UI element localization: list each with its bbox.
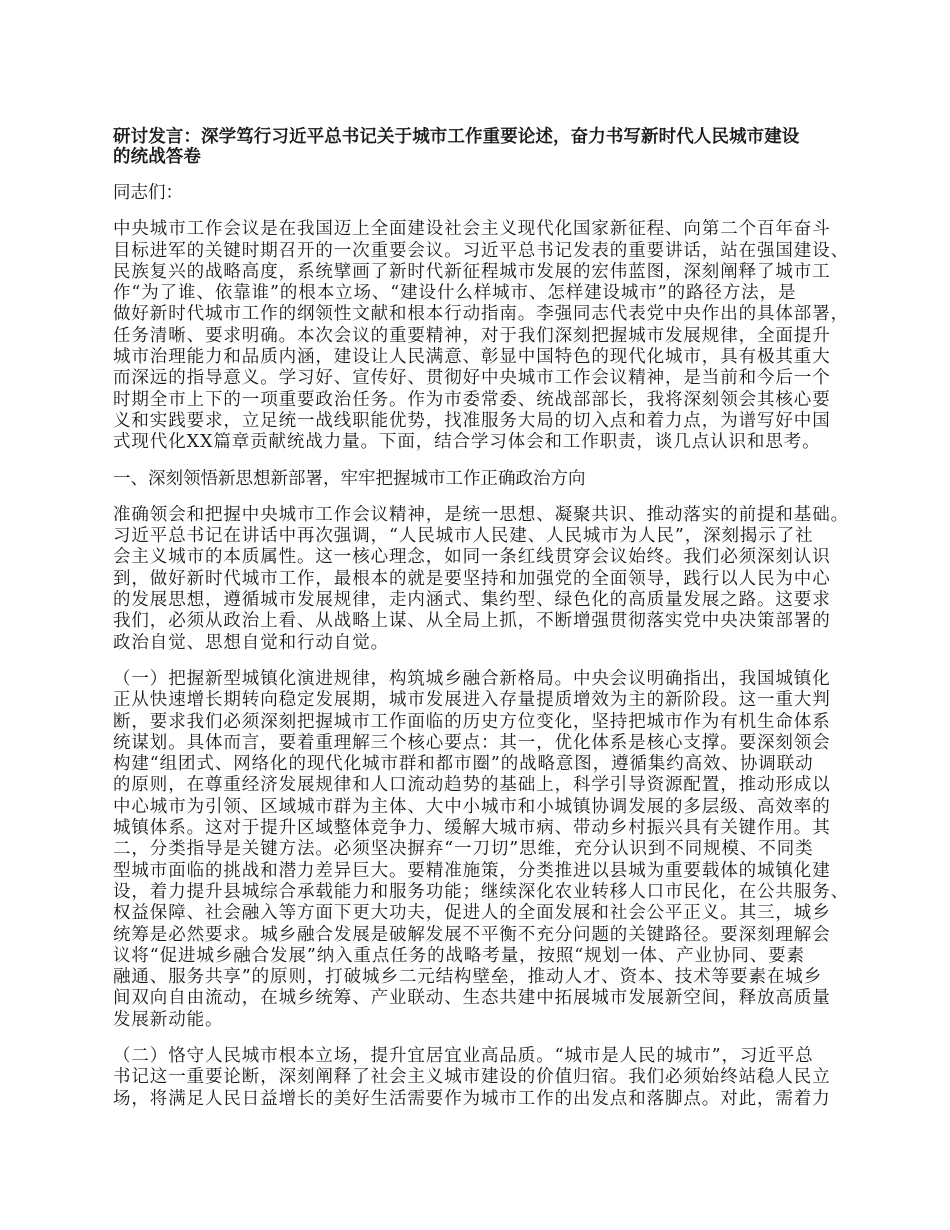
intro-paragraph [113,219,849,453]
text-line: 统谋划。具体而言，要着重理解三个核心要点：其一，优化体系是核心支撑。要深刻领会 [113,732,831,753]
text-line: 二，分类指导是关键方法。必须坚决摒弃“一刀切”思维，充分认识到不同规模、不同类 [113,839,814,860]
section-heading: 一、深刻领悟新思想新部署，牢牢把握城市工作正确政治方向 [113,468,586,489]
text-line: 断，要求我们必须深刻把握城市工作面临的历史方位变化，坚持把城市作为有机生命体系 [113,711,831,732]
document-page [113,127,849,1125]
text-line: 民族复兴的战略高度，系统擘画了新时代新征程城市发展的宏伟蓝图，深刻阐释了城市工 [113,261,831,282]
text-line: 任务清晰、要求明确。本次会议的重要精神，对于我们深刻把握城市发展规律，全面提升 [113,325,831,346]
text-line: （二）恪守人民城市根本立场，提升宜居宜业高品质。“城市是人民的城市”，习近平总 [113,1045,814,1066]
text-line: 场，将满足人民日益增长的美好生活需要作为城市工作的出发点和落脚点。对此，需着力 [113,1088,831,1109]
text-line: 中心城市为引领、区域城市群为主体、大中小城市和小城镇协调发展的多层级、高效率的 [113,796,831,817]
text-line: 型城市面临的挑战和潜力差异巨大。要精准施策，分类推进以县城为重要载体的城镇化建 [113,860,831,881]
text-line: 权益保障、社会融入等方面下更大功夫，促进人的全面发展和社会公平正义。其三，城乡 [113,903,831,924]
text-line: 融通、服务共享”的原则，打破城乡二元结构壁垒，推动人才、资本、技术等要素在城乡 [113,967,823,988]
text-line: 式现代化XX篇章贡献统战力量。下面，结合学习体会和工作职责，谈几点认识和思考。 [113,432,821,453]
text-line: 准确领会和把握中央城市工作会议精神，是统一思想、凝聚共识、推动落实的前提和基础。 [113,504,849,525]
text-line: 发展新动能。 [113,1009,224,1030]
text-line: 的原则，在尊重经济发展规律和人口流动趋势的基础上，科学引导资源配置，推动形成以 [113,775,831,796]
text-line: 设，着力提升县城综合承载能力和服务功能；继续深化农业转移人口市民化，在公共服务、 [113,881,849,902]
salutation: 同志们： [113,183,183,203]
text-line: 书记这一重要论断，深刻阐释了社会主义城市建设的价值归宿。我们必须始终站稳人民立 [113,1067,831,1088]
text-line: 中央城市工作会议是在我国迈上全面建设社会主义现代化国家新征程、向第二个百年奋斗 [113,219,831,240]
text-line: 构建“组团式、网络化的现代化城市群和都市圈”的战略意图，遵循集约高效、协调联动 [113,754,814,775]
text-line: 城市治理能力和品质内涵，建设让人民满意、彰显中国特色的现代化城市，具有极其重大 [113,347,831,368]
text-line: 作“为了谁、依靠谁”的根本立场、“建设什么样城市、怎样建设城市”的路径方法，是 [113,283,797,304]
text-line: 义和实践要求，立足统一战线职能优势，找准服务大局的切入点和着力点，为谱写好中国 [113,410,831,431]
text-line: 目标进军的关键时期召开的一次重要会议。习近平总书记发表的重要讲话，站在强国建设、 [113,240,849,261]
text-line: 议将“促进城乡融合发展”纳入重点任务的战略考量，按照“规划一体、产业协同、要素 [113,945,805,966]
title-line: 研讨发言：深学笃行习近平总书记关于城市工作重要论述，奋力书写新时代人民城市建设 [113,127,800,147]
text-line: 会主义城市的本质属性。这一核心理念，如同一条红线贯穿会议始终。我们必须深刻认识 [113,547,831,568]
text-line: 政治自觉、思想自觉和行动自觉。 [113,632,389,653]
subsection-paragraph-2 [113,1046,843,1110]
text-line: 而深远的指导意义。学习好、宣传好、贯彻好中央城市工作会议精神，是当前和今后一个 [113,368,831,389]
text-line: 时期全市上下的一项重要政治任务。作为市委常委、统战部部长，我将深刻领会其核心要 [113,389,831,410]
subsection-paragraph-1 [113,668,849,1031]
body-paragraph [113,504,849,654]
text-line: 做好新时代城市工作的纲领性文献和根本行动指南。李强同志代表党中央作出的具体部署， [113,304,849,325]
document-title [113,127,843,167]
text-line: 城镇体系。这对于提升区域整体竞争力、缓解大城市病、带动乡村振兴具有关键作用。其 [113,818,831,839]
text-line: 我们，必须从政治上看、从战略上谋、从全局上抓，不断增强贯彻落实党中央决策部署的 [113,611,831,632]
text-line: 间双向自由流动，在城乡统筹、产业联动、生态共建中拓展城市发展新空间，释放高质量 [113,988,831,1009]
text-line: 统筹是必然要求。城乡融合发展是破解发展不平衡不充分问题的关键路径。要深刻理解会 [113,924,831,945]
text-line: 的发展思想，遵循城市发展规律，走内涵式、集约型、绿色化的高质量发展之路。这要求 [113,590,831,611]
text-line: 正从快速增长期转向稳定发展期，城市发展进入存量提质增效为主的新阶段。这一重大判 [113,690,831,711]
text-line: 习近平总书记在讲话中再次强调，“人民城市人民建、人民城市为人民”，深刻揭示了社 [113,526,814,547]
text-line: 到，做好新时代城市工作，最根本的就是要坚持和加强党的全面领导，践行以人民为中心 [113,568,831,589]
text-line: （一）把握新型城镇化演进规律，构筑城乡融合新格局。中央会议明确指出，我国城镇化 [113,668,831,689]
title-line: 的统战答卷 [113,147,201,167]
